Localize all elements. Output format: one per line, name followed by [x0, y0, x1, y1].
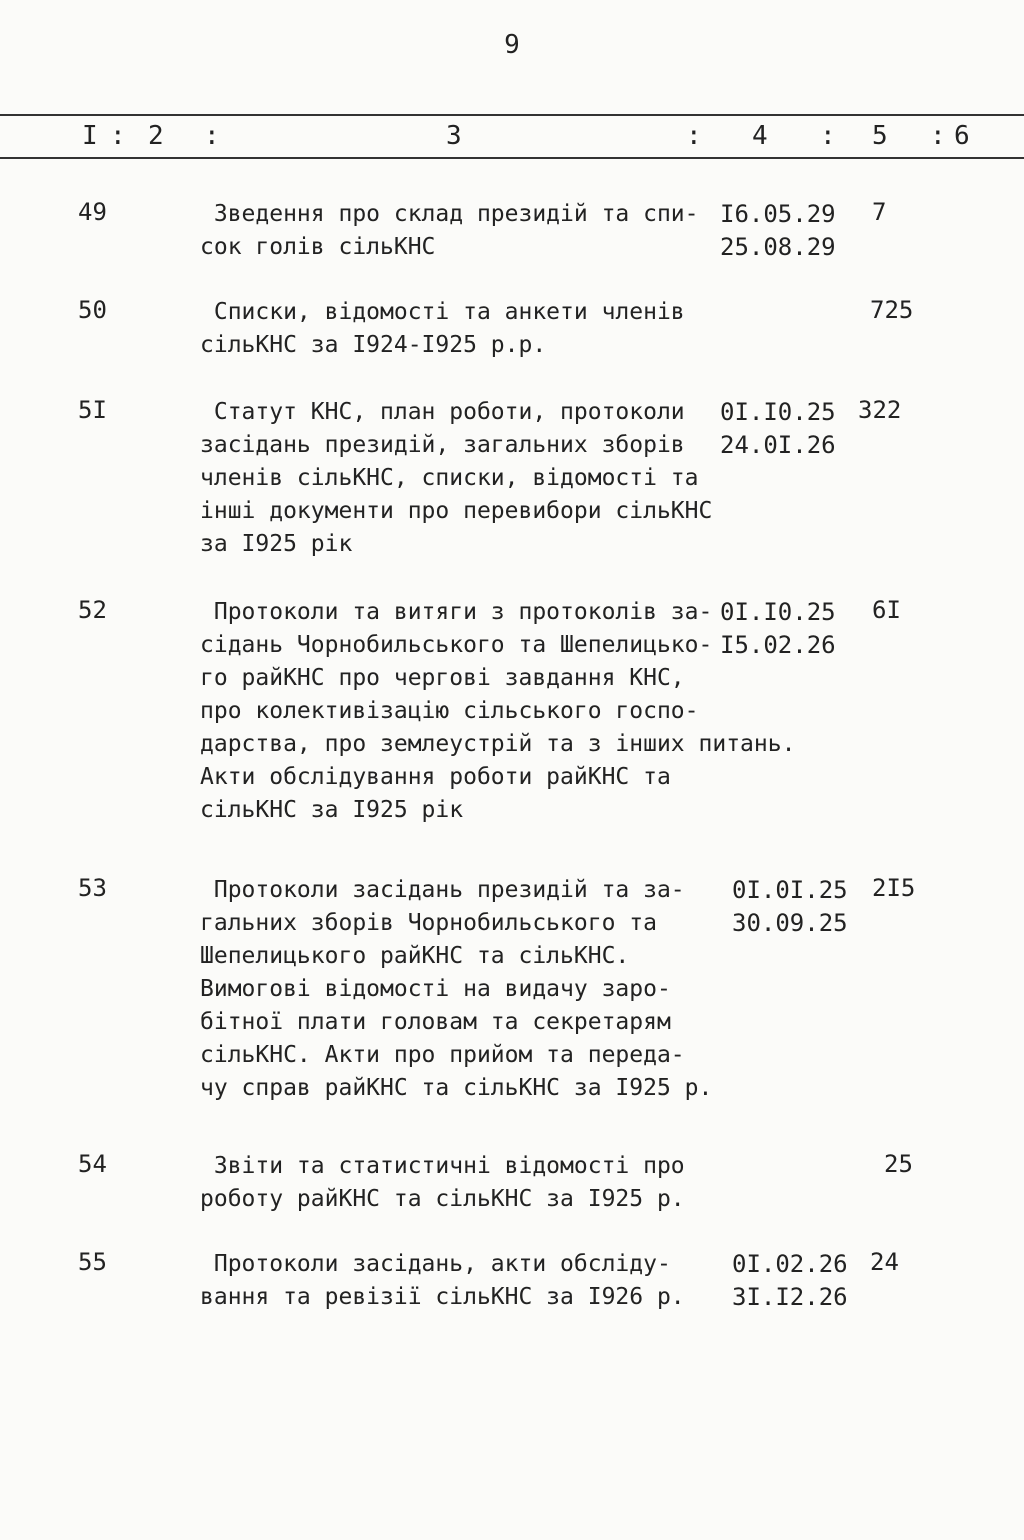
entry-sheets: 2I5: [872, 874, 916, 902]
entry-sheets: 322: [858, 396, 902, 424]
entry-date-start: 0I.I0.25: [720, 398, 836, 426]
header-col-5: 5: [872, 121, 888, 151]
header-sep-1: :: [110, 121, 126, 151]
header-bottom-rule: [0, 157, 1024, 159]
entry-date-start: 0I.I0.25: [720, 598, 836, 626]
entry-sheets: 725: [870, 296, 914, 324]
entry-date-end: 25.08.29: [720, 233, 836, 261]
entry-date-end: 3I.I2.26: [732, 1283, 848, 1311]
entry-description: Зведення про склад президій та спи- сок голів сільКНС: [200, 201, 699, 260]
entry-number: 50: [78, 296, 107, 324]
header-col-6: 6: [954, 121, 970, 151]
entry-sheets: 25: [884, 1150, 913, 1178]
entry-date-end: I5.02.26: [720, 631, 836, 659]
header-sep-4: :: [820, 121, 836, 151]
entry-description: Протоколи засідань президій та за- гальних зборів Чорнобильського та Шепелицького райКНС та сільКНС. Вимогові відомості на видачу заро- бітної плати головам та секретарям сільКНС. Акти про прийом та переда- чу справ райКНС та сільКНС за I925 р.: [200, 877, 713, 1101]
entry-sheets: 24: [870, 1248, 899, 1276]
entry-description: Протоколи засідань, акти обсліду- вання та ревізії сільКНС за I926 р.: [200, 1251, 685, 1310]
entry-sheets: 7: [872, 198, 887, 226]
entry-date-start: I6.05.29: [720, 200, 836, 228]
entry-date-start: 0I.02.26: [732, 1250, 848, 1278]
entry-number: 54: [78, 1150, 107, 1178]
entry-description: Списки, відомості та анкети членів сільКНС за I924-I925 р.р.: [200, 299, 685, 358]
entry-number: 52: [78, 596, 107, 624]
entry-number: 55: [78, 1248, 107, 1276]
entry-dates: [720, 198, 836, 264]
entry-dates: [732, 874, 848, 940]
entry-dates: [720, 396, 836, 462]
entry-number: 5I: [78, 396, 107, 424]
entry-date-start: 0I.0I.25: [732, 876, 848, 904]
entry-dates: [732, 1248, 848, 1314]
entry-date-end: 24.0I.26: [720, 431, 836, 459]
entry-number: 49: [78, 198, 107, 226]
header-col-3: 3: [446, 121, 462, 151]
entry-number: 53: [78, 874, 107, 902]
entry-sheets: 6I: [872, 596, 901, 624]
entry-description: Протоколи та витяги з протоколів за- сідань Чорнобильського та Шепелицько- го райКНС про чергові завдання КНС, про колективізацію сільського госпо- дарства, про землеустрій та з інших питань. Акти обслідування роботи райКНС та сільКНС за I925 рік: [200, 599, 796, 823]
page-number: 9: [504, 30, 520, 60]
header-sep-5: :: [930, 121, 946, 151]
entry-date-end: 30.09.25: [732, 909, 848, 937]
header-sep-2: :: [204, 121, 220, 151]
header-sep-3: :: [686, 121, 702, 151]
entry-description: Статут КНС, план роботи, протоколи засідань президій, загальних зборів членів сільКНС, списки, відомості та інші документи про перевибори сільКНС за I925 рік: [200, 399, 713, 557]
header-col-4: 4: [752, 121, 768, 151]
entry-description: Звіти та статистичні відомості про роботу райКНС та сільКНС за I925 р.: [200, 1153, 685, 1212]
entry-dates: [720, 596, 836, 662]
header-top-rule: [0, 114, 1024, 116]
header-col-2: 2: [148, 121, 164, 151]
header-col-1: I: [82, 121, 98, 151]
